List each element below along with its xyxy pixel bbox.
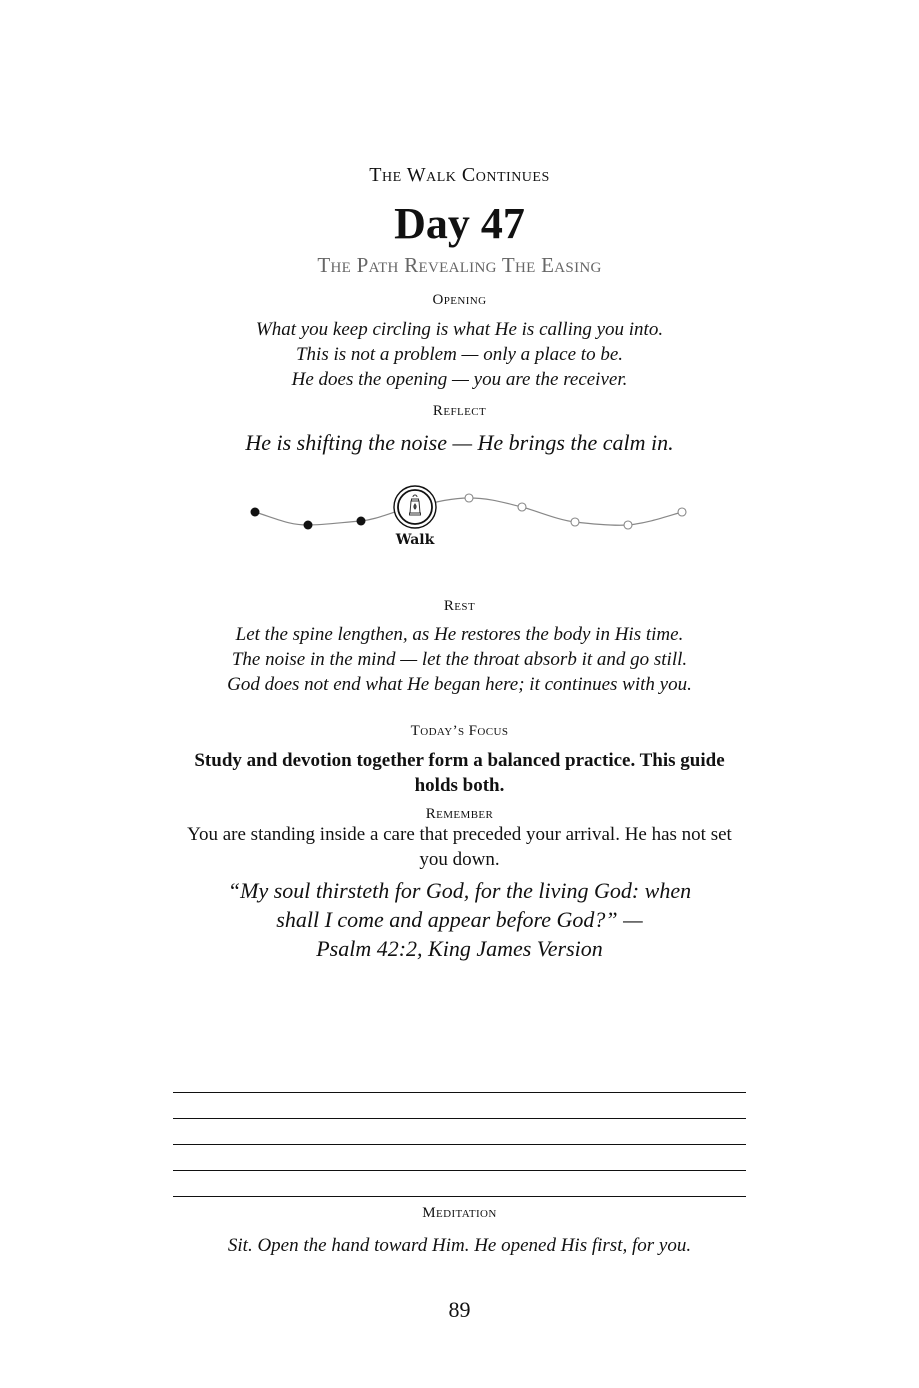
opening-line: He does the opening — you are the receiver.	[291, 369, 628, 390]
journey-step-done	[357, 517, 366, 526]
meditation-text: Sit. Open the hand toward Him. He opened His first, for you.	[227, 1235, 692, 1256]
rest-line: Let the spine lengthen, as He restores the body in His time.	[235, 624, 684, 645]
journey-step-upcoming	[518, 503, 526, 511]
journal-line[interactable]	[173, 1196, 746, 1197]
verse-citation: Psalm 42:2, King James Version	[316, 936, 603, 961]
rest-line: The noise in the mind — let the throat absorb it and go still.	[231, 649, 688, 670]
journey-step-done	[304, 521, 313, 530]
opening-text	[0, 317, 919, 392]
opening-label: Opening	[432, 292, 487, 308]
day-subtitle: The Path Revealing The Easing	[317, 253, 602, 277]
journal-line[interactable]	[173, 1118, 746, 1119]
reflect-text: He is shifting the noise — He brings the calm in.	[245, 430, 674, 455]
rest-text	[0, 622, 919, 697]
scripture-verse	[0, 876, 919, 963]
journey-step-done	[251, 508, 260, 517]
journey-step-upcoming	[465, 494, 473, 502]
focus-text: Study and devotion together form a balanced practice. This guide holds both.	[194, 750, 725, 796]
day-title: Day 47	[394, 199, 525, 248]
verse-line: shall I come and appear before God?” —	[276, 907, 643, 932]
journal-line[interactable]	[173, 1144, 746, 1145]
journal-line[interactable]	[173, 1170, 746, 1171]
opening-line: This is not a problem — only a place to be.	[295, 344, 624, 365]
journey-step-upcoming	[678, 508, 686, 516]
rest-line: God does not end what He began here; it continues with you.	[227, 674, 692, 695]
journey-step-upcoming	[624, 521, 632, 529]
focus-label: Today’s Focus	[410, 723, 509, 739]
journey-track	[0, 470, 919, 560]
reflect-label: Reflect	[432, 403, 487, 419]
remember-text: You are standing inside a care that preceded your arrival. He has not set you down.	[187, 824, 732, 870]
journal-line[interactable]	[173, 1092, 746, 1093]
journey-step-upcoming	[571, 518, 579, 526]
journey-current-label: Walk	[395, 532, 435, 548]
opening-line: What you keep circling is what He is calling you into.	[255, 319, 664, 340]
meditation-label: Meditation	[422, 1205, 497, 1221]
verse-line: “My soul thirsteth for God, for the living God: when	[227, 878, 692, 903]
rest-label: Rest	[443, 598, 476, 614]
remember-label: Remember	[425, 806, 494, 822]
running-head: The Walk Continues	[369, 164, 550, 186]
page-number: 89	[448, 1297, 471, 1322]
